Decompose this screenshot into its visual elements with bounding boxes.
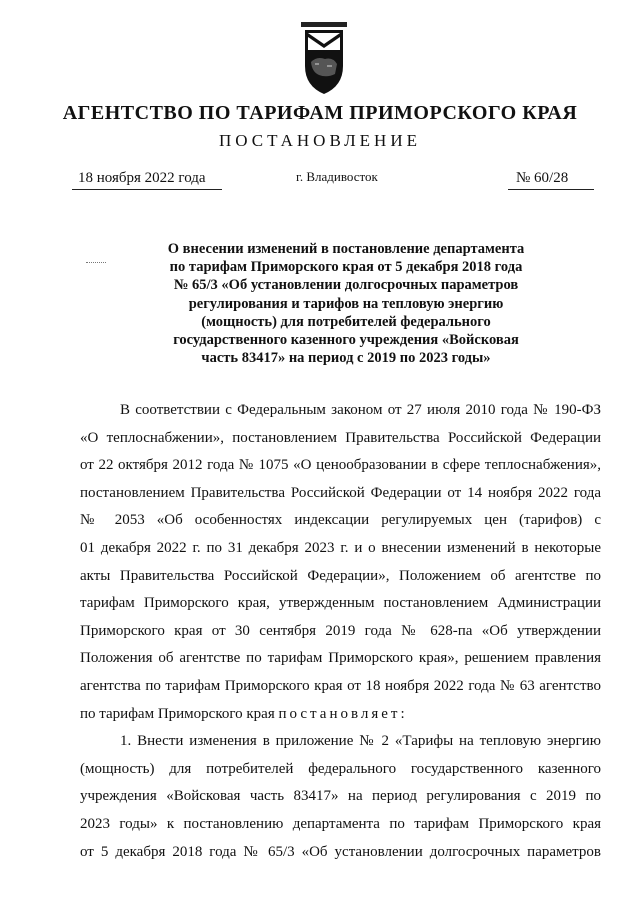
paragraph-2-line: 1. Внести изменения в приложение № 2 «Тарифы на тепловую энергию	[120, 733, 601, 750]
paragraph-1-final-line	[80, 701, 601, 729]
document-body	[80, 397, 601, 866]
document-type: ПОСТАНОВЛЕНИЕ	[218, 131, 421, 150]
document-title	[120, 240, 572, 367]
number-underline	[508, 189, 594, 190]
paragraph-1-line: Положения об агентстве по тарифам Приморского края», решением правления	[80, 650, 601, 667]
coat-of-arms-icon	[297, 22, 351, 96]
title-line: часть 83417» на период с 2019 по 2023 годы»	[201, 350, 491, 367]
document-date: 18 ноября 2022 года	[78, 170, 206, 186]
paragraph-1-line: постановлением Правительства Российской Федерации от 14 ноября 2022 года	[80, 484, 601, 501]
paragraph-1-line: от 22 октября 2012 года № 1075 «О ценообразовании в сфере теплоснабжения»,	[80, 457, 601, 474]
title-line: (мощность) для потребителей федерального	[201, 313, 491, 330]
title-line: регулирования и тарифов на тепловую энергию	[188, 295, 504, 312]
title-line: по тарифам Приморского края от 5 декабря 2018 года	[169, 259, 523, 276]
document-city: г. Владивосток	[296, 169, 378, 184]
paragraph-1-line: агентства по тарифам Приморского края от 18 ноября 2022 года № 63 агентство	[80, 677, 601, 694]
paragraph-2-line: (мощность) для потребителей федерального государственного казенного	[80, 760, 601, 777]
agency-name: АГЕНТСТВО ПО ТАРИФАМ ПРИМОРСКОГО КРАЯ	[62, 102, 578, 124]
paragraph-1-line: В соответствии с Федеральным законом от 27 июля 2010 года № 190-ФЗ	[120, 402, 601, 418]
resolves-word: постановляет:	[278, 705, 408, 722]
title-line: № 65/3 «Об установлении долгосрочных параметров	[173, 277, 519, 294]
title-line: О внесении изменений в постановление департамента	[167, 241, 525, 257]
paragraph-2-line: 2023 годы» к постановлению департамента по тарифам Приморского края	[80, 815, 601, 832]
document-number: № 60/28	[516, 170, 569, 186]
paragraph-2-line: учреждения «Войсковая часть 83417» на период регулирования с 2019 по	[80, 788, 601, 805]
paragraph-1-line: «О теплоснабжении», постановлением Правительства Российской Федерации	[80, 429, 601, 446]
paragraph-1-line: Приморского края от 30 сентября 2019 года № 628-па «Об утверждении	[80, 622, 601, 639]
paragraph-1-line: тарифам Приморского края, утвержденным постановлением Администрации	[80, 595, 601, 612]
title-line: государственного казенного учреждения «Войсковая	[173, 332, 519, 349]
paragraph-1-line: 01 декабря 2022 г. по 31 декабря 2023 г. и о внесении изменений в некоторые	[80, 539, 601, 556]
paragraph-2-line: от 5 декабря 2018 года № 65/3 «Об установлении долгосрочных параметров	[80, 843, 601, 860]
margin-mark	[86, 262, 106, 263]
paragraph-1-line: акты Правительства Российской Федерации», Положением об агентстве по	[80, 567, 601, 584]
date-underline	[72, 189, 222, 190]
final-line-text: по тарифам Приморского края	[80, 705, 279, 722]
paragraph-1-line: № 2053 «Об особенностях индексации регулируемых цен (тарифов) с	[80, 512, 601, 529]
